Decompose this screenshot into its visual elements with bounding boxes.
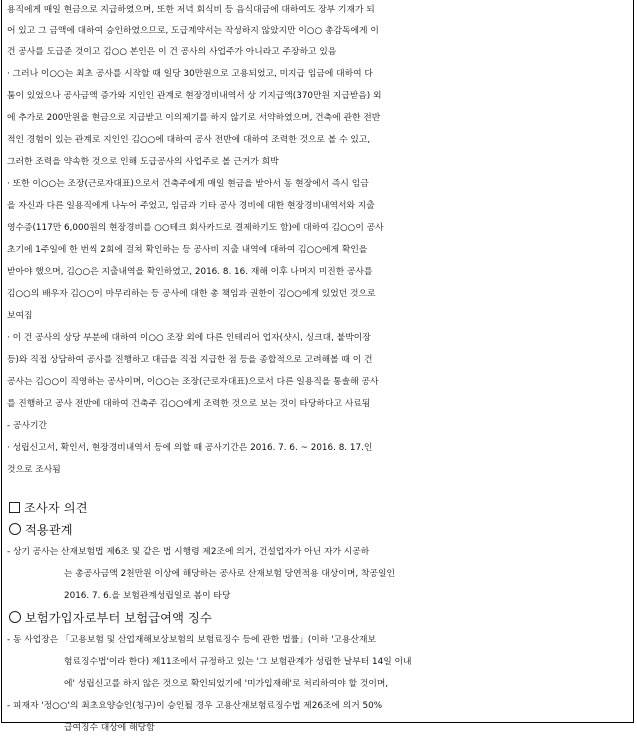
text-line: 공사는 김○○이 직영하는 공사이며, 이○○는 조장(근로자대표)으로서 다른 일용직을 통솔해 공사 xyxy=(7,377,379,387)
circle-bullet-icon xyxy=(9,523,21,535)
circle-bullet-icon xyxy=(9,611,21,623)
text-line: 것으로 조사됨 xyxy=(7,465,61,475)
text-line: 김○○의 배우자 김○○이 마무리하는 등 공사에 대한 총 책임과 권한이 김○○에게 있었던 것으로 xyxy=(7,289,376,299)
section-title: 조사자 의견 xyxy=(24,501,88,515)
square-bullet-icon xyxy=(9,502,20,513)
document-panel xyxy=(1,0,634,733)
text-line: 을 자신과 다른 일용직에게 나누어 주었고, 임금과 기타 공사 경비에 대한 현장경비내역서와 지출 xyxy=(7,201,375,211)
text-line: 적인 경험이 있는 관계로 지인인 김○○에 대하여 공사 전반에 대하여 조력한 것으로 볼 수 있고, xyxy=(7,135,371,145)
text-line: 등)와 직접 상담하여 공사를 진행하고 대금을 직접 지급한 점 등을 종합적으로 고려해볼 때 이 건 xyxy=(7,355,373,365)
subsection-title-row xyxy=(7,608,633,628)
subsection-title: 보험가입자로부터 보험급여액 징수 xyxy=(25,611,212,625)
text-line: 받아야 했으며, 김○○은 지출내역을 확인하였고, 2016. 8. 16. 재해 이후 나머지 미진한 공사를 xyxy=(7,267,373,277)
text-line: 에' 성립신고를 하지 않은 것으로 확인되었기에 '미가입재해'로 처리하여야 할 것이며, xyxy=(64,679,389,689)
text-line: 는 총공사금액 2천만원 이상에 해당하는 공사로 산재보험 당연적용 대상이며, 착공일인 xyxy=(64,569,395,579)
text-line: 초기에 1주일에 한 번씩 2회에 걸쳐 확인하는 등 공사비 지출 내역에 대하여 김○○에게 확인을 xyxy=(7,245,368,255)
text-line: · 그러나 이○○는 최초 공사를 시작할 때 일당 30만원으로 고용되었고, 미지급 임금에 대하여 다 xyxy=(7,69,373,79)
text-line: · 또한 이○○는 조장(근로자대표)으로서 건축주에게 매일 현금을 받아서 동 현장에서 즉시 임금 xyxy=(7,179,369,189)
subsection-title: 적용관계 xyxy=(25,523,73,537)
text-line: 영수증(117만 6,000원의 현장경비를 ○○테크 회사카드로 결제하기도 함)에 대하여 김○○이 공사 xyxy=(7,223,384,233)
text-line: · 성립신고서, 확인서, 현장경비내역서 등에 의할 때 공사기간은 2016. 7. 6. ~ 2016. 8. 17.인 xyxy=(7,443,373,453)
text-line: 급여징수 대상에 해당함 xyxy=(64,723,155,733)
text-line: 2016. 7. 6.을 보험관계성립일로 봄이 타당 xyxy=(64,591,231,601)
text-line: 건 공사를 도급준 것이고 김○○ 본인은 이 건 공사의 사업주가 아니라고 주장하고 있음 xyxy=(7,47,337,57)
text-line: · 이 건 공사의 상당 부분에 대하여 이○○ 조장 외에 다른 인테리어 업자(샷시, 싱크대, 붙박이장 xyxy=(7,333,371,343)
text-line: - 피재자 '정○○'의 최초요양승인(청구)이 승인될 경우 고용산재보험료징수법 제26조에 의거 50% xyxy=(7,701,383,711)
text-line: 를 진행하고 공사 전반에 대하여 건축주 김○○에게 조력한 것으로 보는 것이 타당하다고 사료됨 xyxy=(7,399,371,409)
text-line: 용직에게 매일 현금으로 지급하였으며, 또한 저녁 회식비 등 음식대금에 대하여도 장부 기재가 되 xyxy=(7,5,375,15)
text-line: 험료징수법'이라 한다) 제11조에서 규정하고 있는 '그 보험관계가 성립한 날부터 14일 이내 xyxy=(64,657,412,667)
text-line: 툼이 있었으나 공사금액 증가와 지인인 관계로 현장경비내역서 상 기지급액(370만원 지급받음) 외 xyxy=(7,91,382,101)
text-line: - 동 사업장은 「고용보험 및 산업재해보상보험의 보험료징수 등에 관한 법률」(이하 '고용산재보 xyxy=(7,635,377,645)
subsection-title-row xyxy=(7,520,633,540)
text-line: 에 추가로 200만원을 현금으로 지급받고 이의제기를 하지 않기로 서약하였으며, 건축에 관한 전반 xyxy=(7,113,381,123)
text-line: 보여짐 xyxy=(7,311,33,321)
text-line: 그러한 조력을 약속한 것으로 인해 도급공사의 사업주로 볼 근거가 희박 xyxy=(7,157,279,167)
section-title-row xyxy=(7,498,633,518)
text-line: - 상기 공사는 산재보험법 제6조 및 같은 법 시행령 제2조에 의거, 건설업자가 아닌 자가 시공하 xyxy=(7,547,370,557)
text-line: - 공사기간 xyxy=(7,421,47,431)
text-line: 어 있고 그 금액에 대하여 승인하였으므로, 도급계약서는 작성하지 않았지만 이○○ 총감독에게 이 xyxy=(7,26,379,36)
